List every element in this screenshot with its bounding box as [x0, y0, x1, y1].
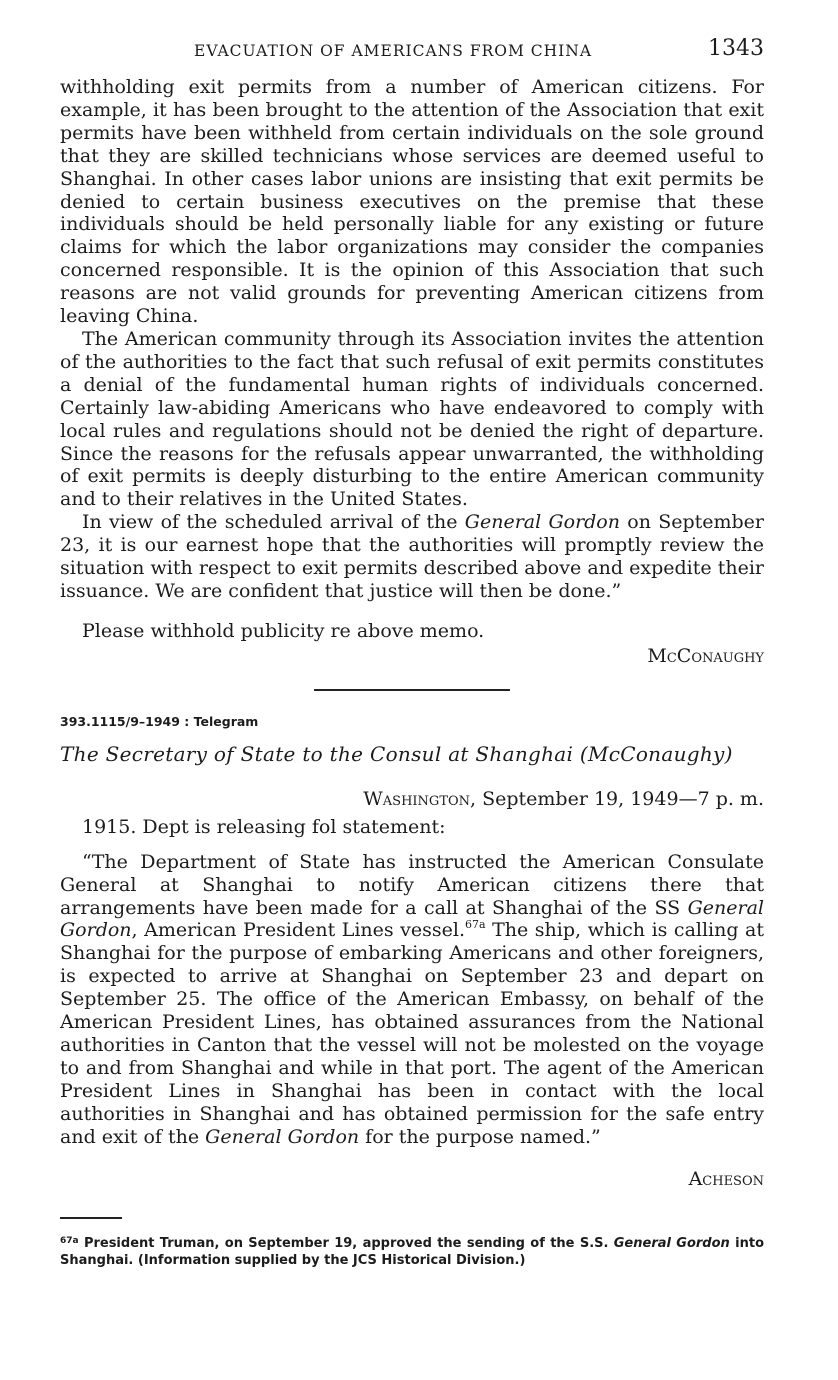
footnote-text-start: President Truman, on September 19, approved the sending of the S.S. [78, 1235, 614, 1251]
statement-part-2: , American President Lines vessel. [131, 919, 466, 942]
memo-paragraph-3-end: on September 23, it is our earnest hope that the authorities will promptly review the situation with respect to exit permits described above and expedite their issuance. We are confident that justice will then be done.” [60, 511, 765, 602]
memo-text [60, 76, 764, 643]
statement-part-4: for the purpose named.” [359, 1125, 601, 1148]
memo-paragraph-2: The American community through its Association invites the attention of the authorities to the fact that such refusal of exit permits constitutes a denial of the fundamental human rights of individuals concerned. Certainly law-abiding Americans who have endeavored to comply with local rules and regulations should not be denied the right of departure. Since the reasons for the refusals appear unwarranted, the withholding of exit permits is deeply disturbing to the entire American community and to their relatives in the United States. [60, 327, 764, 511]
memo-paragraph-3 [60, 511, 764, 603]
signature-mcconaughy: McConaughy [647, 644, 764, 667]
footnote-mark: 67a [60, 1235, 79, 1246]
section-divider [314, 689, 510, 691]
file-reference: 393.1115/9–1949 : Telegram [60, 713, 259, 729]
page-number: 1343 [708, 36, 764, 61]
statement-paragraph [60, 851, 764, 1149]
footnote-text-end: into Shanghai. (Information supplied by the JCS Historical Division.) [60, 1235, 764, 1269]
publicity-note: Please withhold publicity re above memo. [82, 619, 485, 642]
statement-part-1: “The Department of State has instructed the American Consulate General at Shanghai to notify American citizens there that arrangements have been made for a call at Shanghai of the SS [60, 850, 764, 919]
footnote-ship-name: General Gordon [613, 1235, 730, 1251]
ship-name: General Gordon [464, 511, 620, 534]
footnote [60, 1233, 764, 1270]
document-title: The Secretary of State to the Consul at Shanghai (McConaughy) [60, 741, 733, 766]
running-head [60, 38, 764, 68]
ship-name: General Gordon [205, 1125, 360, 1148]
document-page [60, 38, 764, 1270]
footnote-reference: 67a [465, 918, 486, 932]
telegram-number-line: 1915. Dept is releasing fol statement: [82, 815, 446, 838]
statement-text [60, 851, 764, 1149]
signature-acheson: Acheson [688, 1167, 764, 1190]
footnote-divider [60, 1217, 122, 1219]
memo-paragraph-3-start: In view of the scheduled arrival of the [82, 511, 465, 534]
dateline-place: Washington [363, 787, 471, 810]
ship-name: General Gordon [60, 896, 764, 942]
dateline [60, 788, 764, 810]
running-title: EVACUATION OF AMERICANS FROM CHINA [194, 42, 593, 60]
dateline-date: , September 19, 1949—7 p. m. [470, 787, 764, 810]
statement-part-3: The ship, which is calling at Shanghai for the purpose of embarking Americans and other foreigners, is expected to arrive at Shanghai on September 23 and depart on September 25. The office of the American Embassy, on behalf of the American President Lines, has obtained assurances from the National authorities in Canton that the vessel will not be molested on the voyage to and from Shanghai and while in that port. The agent of the American President Lines in Shanghai has been in contact with the local authorities in Shanghai and has obtained permission for the safe entry and exit of the [60, 919, 765, 1148]
memo-paragraph-1: withholding exit permits from a number of American citizens. For example, it has been brought to the attention of the Association that exit permits have been withheld from certain individuals on the sole ground that they are skilled technicians whose services are deemed useful to Shanghai. In other cases labor unions are insisting that exit permits be denied to certain business executives on the premise that these individuals should be held personally liable for any existing or future claims for which the labor organizations may consider the companies concerned responsible. It is the opinion of this Association that such reasons are not valid grounds for preventing American citizens from leaving China. [60, 76, 764, 328]
